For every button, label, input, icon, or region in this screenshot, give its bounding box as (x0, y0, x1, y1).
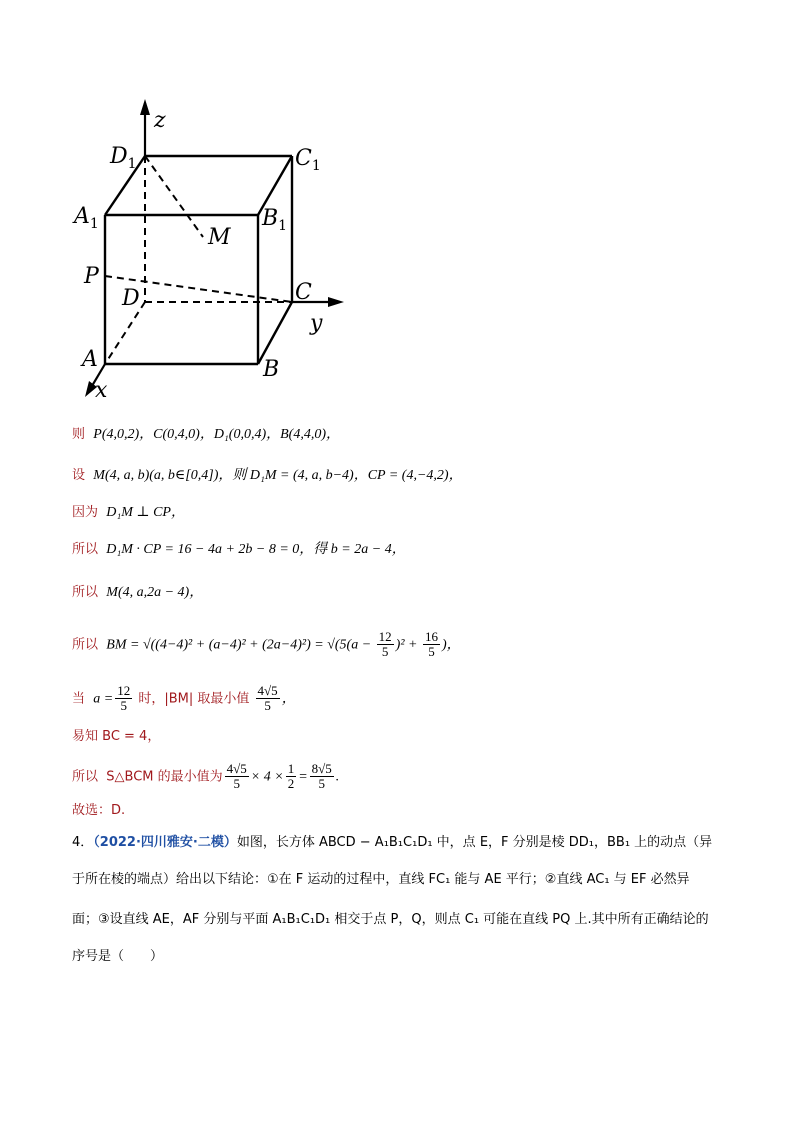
line-prefix: 所以 (72, 769, 99, 785)
perpendicular-text: D₁M ⊥ CP， (106, 505, 185, 520)
z-axis-arrow (140, 99, 150, 115)
question-4-line-4 (72, 950, 727, 963)
question-text: 面；③设直线 AE，AF 分别与平面 A₁B₁C₁D₁ 相交于点 P，Q，则点 C₁ 可能在直线 PQ 上.其中所有正确结论的 (72, 912, 709, 927)
solution-line-2 (72, 469, 463, 483)
question-text: 于所在棱的端点）给出以下结论：①在 F 运动的过程中，直线 FC₁ 能与 AE 平行；②直线 AC₁ 与 EF 必然异 (72, 872, 690, 887)
solution-line-4 (72, 543, 406, 557)
line-prefix: 设 (72, 468, 86, 483)
solution-line-6 (72, 630, 461, 660)
coordinates-text: P(4,0,2)，C(0,4,0)，D₁(0,0,4)，B(4,4,0)， (93, 427, 340, 442)
label-B: B (263, 357, 280, 382)
question-source: （2022·四川雅安·二模） (93, 835, 237, 850)
bc-length-text: 易知 BC = 4， (72, 729, 161, 744)
line-prefix: 因为 (72, 505, 99, 520)
line-prefix: 则 (72, 427, 86, 442)
distance-formula-a: BM = √((4−4)² + (a−4)² + (2a−4)²) = √(5(a − (106, 637, 375, 653)
label-x: x (95, 378, 108, 403)
point-m-text: M(4, a,2a − 4)， (106, 585, 204, 600)
label-M: M (208, 225, 231, 250)
fraction: $\frac{12}{5}$ (378, 629, 392, 660)
label-A1: $A_1$ (74, 204, 99, 232)
solution-line-7: 当 a = $\frac{12}{5}$ 时，|BM| 取最小值 $\frac{4√5}{5}$ ， (72, 683, 296, 714)
answer-choice-text: 故选：D. (72, 803, 126, 818)
question-4-line-2 (72, 873, 727, 886)
area-min-text: S△BCM 的最小值为 (106, 769, 223, 785)
solution-line-9: 所以 S△BCM 的最小值为 $\frac{4√5}{5}$ × 4 × $\frac{1}{2}$ = $\frac{8√5}{5}$ . (72, 761, 340, 792)
label-C: C (295, 280, 312, 305)
fraction: $\frac{8√5}{5}$ (311, 761, 332, 792)
distance-formula-c: )， (441, 637, 461, 653)
cuboid-diagram (70, 95, 370, 410)
question-4-line-1 (72, 836, 727, 849)
line-prefix: 所以 (72, 542, 99, 557)
solution-line-8 (72, 730, 160, 743)
label-C1: $C_1$ (295, 146, 321, 174)
a-equals: a = (93, 691, 114, 707)
min-value-text: 时，|BM| 取最小值 (138, 691, 250, 707)
fraction: $\frac{4√5}{5}$ (257, 683, 278, 714)
vector-definition-text: M(4, a, b)(a, b∈[0,4])，则 D₁M = (4, a, b−4)，CP = (4,−4,2)， (93, 468, 463, 483)
line-prefix: 所以 (72, 637, 99, 653)
distance-formula-b: )² + (395, 637, 421, 653)
fraction: $\frac{12}{5}$ (117, 683, 131, 714)
question-4-line-3 (72, 913, 727, 926)
label-D: D (122, 286, 140, 311)
label-A: A (82, 347, 98, 372)
cuboid-figure (70, 95, 370, 410)
fraction: $\frac{1}{2}$ (287, 761, 295, 792)
label-z: z (154, 108, 166, 133)
answer-blank: 序号是（ ） (72, 949, 164, 964)
label-D1: $D_1$ (110, 144, 137, 172)
solution-line-1 (72, 428, 340, 442)
y-axis-arrow (328, 297, 344, 307)
cuboid-hidden-edges (105, 156, 292, 364)
question-text: 如图，长方体 ABCD − A₁B₁C₁D₁ 中，点 E，F 分别是棱 DD₁，BB₁ 上的动点（异 (236, 835, 713, 850)
label-B1: $B_1$ (262, 206, 288, 234)
question-number: 4． (72, 835, 94, 850)
solution-line-3 (72, 506, 185, 520)
line-prefix: 所以 (72, 585, 99, 600)
label-y: y (310, 311, 323, 336)
dot-product-text: D₁M · CP = 16 − 4a + 2b − 8 = 0，得 b = 2a − 4， (106, 542, 406, 557)
solution-line-10 (72, 804, 125, 817)
solution-line-5 (72, 586, 203, 600)
line-prefix: 当 (72, 691, 86, 707)
fraction: $\frac{16}{5}$ (424, 629, 438, 660)
fraction: $\frac{4√5}{5}$ (226, 761, 247, 792)
label-P: P (84, 264, 99, 289)
cuboid-solid-edges (105, 156, 292, 364)
